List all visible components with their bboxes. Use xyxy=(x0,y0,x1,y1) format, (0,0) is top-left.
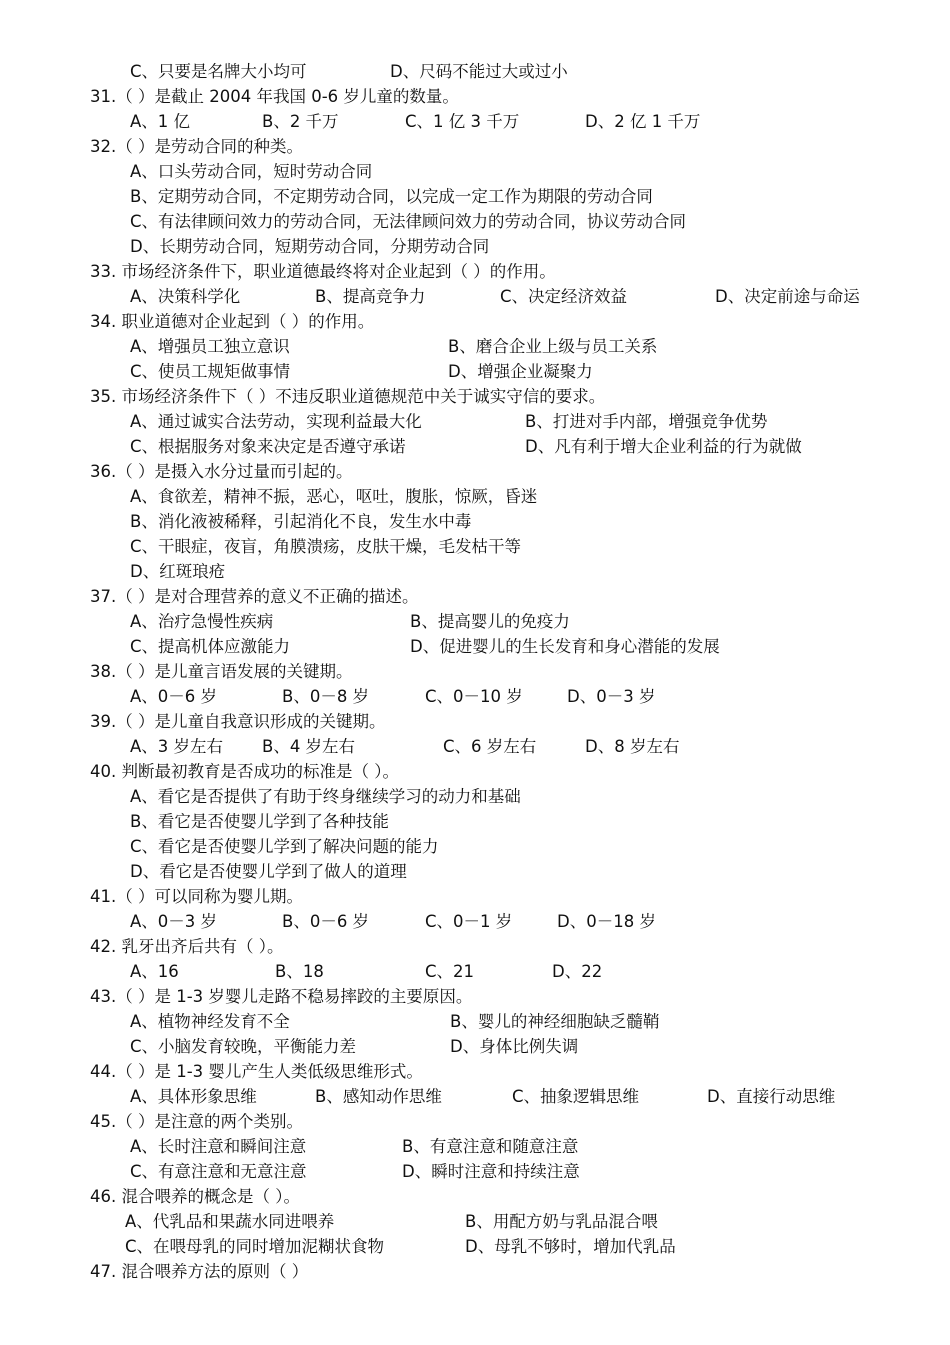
question-text: 40. 判断最初教育是否成功的标准是（ ）。 xyxy=(90,762,399,781)
option-text: A、治疗急慢性疾病 xyxy=(130,612,274,631)
text-line xyxy=(0,435,950,459)
question-line xyxy=(0,1060,950,1084)
text-line xyxy=(0,1210,950,1234)
text-line xyxy=(0,60,950,84)
text-line xyxy=(0,860,950,884)
option-text: A、具体形象思维 xyxy=(130,1087,257,1106)
option-text: D、凡有利于增大企业利益的行为就做 xyxy=(525,437,802,456)
question-line xyxy=(0,85,950,109)
text-line xyxy=(0,560,950,584)
text-line xyxy=(0,1235,950,1259)
option-text: A、食欲差，精神不振，恶心，呕吐，腹胀，惊厥，昏迷 xyxy=(130,487,538,506)
text-line xyxy=(0,610,950,634)
option-text: C、干眼症，夜盲，角膜溃疡，皮肤干燥，毛发枯干等 xyxy=(130,537,522,556)
question-line xyxy=(0,1260,950,1284)
option-text: D、增强企业凝聚力 xyxy=(448,362,593,381)
option-text: B、提高竞争力 xyxy=(315,287,426,306)
option-text: C、0－10 岁 xyxy=(425,687,523,706)
option-text: B、用配方奶与乳品混合喂 xyxy=(465,1212,658,1231)
text-line xyxy=(0,185,950,209)
option-text: C、小脑发育较晚，平衡能力差 xyxy=(130,1037,357,1056)
option-text: B、感知动作思维 xyxy=(315,1087,442,1106)
option-text: D、0－18 岁 xyxy=(557,912,656,931)
option-text: C、0－1 岁 xyxy=(425,912,513,931)
option-text: A、1 亿 xyxy=(130,112,191,131)
text-line xyxy=(0,635,950,659)
text-line xyxy=(0,1135,950,1159)
option-text: C、有法律顾问效力的劳动合同，无法律顾问效力的劳动合同，协议劳动合同 xyxy=(130,212,687,231)
option-text: B、婴儿的神经细胞缺乏髓鞘 xyxy=(450,1012,660,1031)
text-line xyxy=(0,235,950,259)
text-line xyxy=(0,1085,950,1109)
option-text: B、2 千万 xyxy=(262,112,339,131)
question-line xyxy=(0,660,950,684)
option-text: C、使员工规矩做事情 xyxy=(130,362,291,381)
option-text: D、22 xyxy=(552,962,603,981)
option-text: D、红斑琅疮 xyxy=(130,562,226,581)
option-text: D、促进婴儿的生长发育和身心潜能的发展 xyxy=(410,637,720,656)
text-line xyxy=(0,410,950,434)
option-text: C、看它是否使婴儿学到了解决问题的能力 xyxy=(130,837,439,856)
option-text: C、只要是名牌大小均可 xyxy=(130,62,307,81)
text-line xyxy=(0,485,950,509)
option-text: B、有意注意和随意注意 xyxy=(402,1137,579,1156)
text-line xyxy=(0,535,950,559)
question-line xyxy=(0,935,950,959)
option-text: A、0－3 岁 xyxy=(130,912,218,931)
option-text: D、身体比例失调 xyxy=(450,1037,579,1056)
option-text: D、2 亿 1 千万 xyxy=(585,112,701,131)
text-line xyxy=(0,1035,950,1059)
text-line xyxy=(0,810,950,834)
question-text: 39.（ ）是儿童自我意识形成的关键期。 xyxy=(90,712,386,731)
option-text: A、代乳品和果蔬水同进喂养 xyxy=(125,1212,335,1231)
question-text: 36.（ ）是摄入水分过量而引起的。 xyxy=(90,462,353,481)
question-line xyxy=(0,710,950,734)
option-text: C、根据服务对象来决定是否遵守承诺 xyxy=(130,437,406,456)
text-line xyxy=(0,210,950,234)
text-line xyxy=(0,960,950,984)
text-line xyxy=(0,160,950,184)
option-text: A、口头劳动合同，短时劳动合同 xyxy=(130,162,373,181)
option-text: D、母乳不够时，增加代乳品 xyxy=(465,1237,676,1256)
option-text: B、0－8 岁 xyxy=(282,687,370,706)
question-text: 42. 乳牙出齐后共有（ ）。 xyxy=(90,937,284,956)
text-line xyxy=(0,335,950,359)
option-text: D、瞬时注意和持续注意 xyxy=(402,1162,580,1181)
option-text: D、看它是否使婴儿学到了做人的道理 xyxy=(130,862,407,881)
text-line xyxy=(0,1010,950,1034)
option-text: D、直接行动思维 xyxy=(707,1087,836,1106)
option-text: A、看它是否提供了有助于终身继续学习的动力和基础 xyxy=(130,787,521,806)
option-text: B、看它是否使婴儿学到了各种技能 xyxy=(130,812,389,831)
question-text: 33. 市场经济条件下，职业道德最终将对企业起到（ ）的作用。 xyxy=(90,262,556,281)
option-text: A、3 岁左右 xyxy=(130,737,224,756)
text-line xyxy=(0,735,950,759)
option-text: C、6 岁左右 xyxy=(443,737,537,756)
option-text: D、8 岁左右 xyxy=(585,737,680,756)
question-line xyxy=(0,585,950,609)
text-line xyxy=(0,110,950,134)
question-text: 37.（ ）是对合理营养的意义不正确的描述。 xyxy=(90,587,419,606)
option-text: A、长时注意和瞬间注意 xyxy=(130,1137,307,1156)
text-line xyxy=(0,360,950,384)
question-line xyxy=(0,135,950,159)
option-text: C、决定经济效益 xyxy=(500,287,628,306)
question-line xyxy=(0,460,950,484)
text-line xyxy=(0,285,950,309)
question-line xyxy=(0,985,950,1009)
option-text: B、消化液被稀释，引起消化不良，发生水中毒 xyxy=(130,512,472,531)
option-text: B、磨合企业上级与员工关系 xyxy=(448,337,658,356)
question-line xyxy=(0,310,950,334)
option-text: D、0－3 岁 xyxy=(567,687,656,706)
question-text: 38.（ ）是儿童言语发展的关键期。 xyxy=(90,662,353,681)
question-text: 31.（ ）是截止 2004 年我国 0-6 岁儿童的数量。 xyxy=(90,87,459,106)
question-line xyxy=(0,260,950,284)
text-line xyxy=(0,1160,950,1184)
option-text: A、增强员工独立意识 xyxy=(130,337,290,356)
option-text: A、植物神经发育不全 xyxy=(130,1012,290,1031)
option-text: A、16 xyxy=(130,962,179,981)
option-text: C、提高机体应激能力 xyxy=(130,637,291,656)
option-text: C、抽象逻辑思维 xyxy=(512,1087,640,1106)
text-line xyxy=(0,685,950,709)
option-text: D、决定前途与命运 xyxy=(715,287,860,306)
question-text: 32.（ ）是劳动合同的种类。 xyxy=(90,137,303,156)
option-text: C、1 亿 3 千万 xyxy=(405,112,520,131)
question-text: 44.（ ）是 1-3 婴儿产生人类低级思维形式。 xyxy=(90,1062,423,1081)
option-text: D、尺码不能过大或过小 xyxy=(390,62,568,81)
option-text: B、提高婴儿的免疫力 xyxy=(410,612,570,631)
question-line xyxy=(0,1185,950,1209)
question-line xyxy=(0,1110,950,1134)
question-line xyxy=(0,885,950,909)
question-text: 41.（ ）可以同称为婴儿期。 xyxy=(90,887,303,906)
option-text: C、有意注意和无意注意 xyxy=(130,1162,307,1181)
question-text: 34. 职业道德对企业起到（ ）的作用。 xyxy=(90,312,375,331)
question-line xyxy=(0,385,950,409)
question-line xyxy=(0,760,950,784)
option-text: A、决策科学化 xyxy=(130,287,241,306)
option-text: B、打进对手内部，增强竞争优势 xyxy=(525,412,768,431)
option-text: C、21 xyxy=(425,962,475,981)
text-line xyxy=(0,910,950,934)
option-text: B、0－6 岁 xyxy=(282,912,370,931)
text-line xyxy=(0,510,950,534)
question-text: 43.（ ）是 1-3 岁婴儿走路不稳易摔跤的主要原因。 xyxy=(90,987,473,1006)
option-text: B、4 岁左右 xyxy=(262,737,356,756)
question-text: 35. 市场经济条件下（ ）不违反职业道德规范中关于诚实守信的要求。 xyxy=(90,387,606,406)
question-text: 46. 混合喂养的概念是（ ）。 xyxy=(90,1187,300,1206)
option-text: B、18 xyxy=(275,962,324,981)
question-text: 47. 混合喂养方法的原则（ ） xyxy=(90,1262,309,1281)
option-text: D、长期劳动合同，短期劳动合同，分期劳动合同 xyxy=(130,237,490,256)
option-text: C、在喂母乳的同时增加泥糊状食物 xyxy=(125,1237,385,1256)
text-line xyxy=(0,785,950,809)
question-text: 45.（ ）是注意的两个类别。 xyxy=(90,1112,303,1131)
option-text: B、定期劳动合同，不定期劳动合同，以完成一定工作为期限的劳动合同 xyxy=(130,187,653,206)
option-text: A、通过诚实合法劳动，实现利益最大化 xyxy=(130,412,422,431)
option-text: A、0－6 岁 xyxy=(130,687,218,706)
text-line xyxy=(0,835,950,859)
